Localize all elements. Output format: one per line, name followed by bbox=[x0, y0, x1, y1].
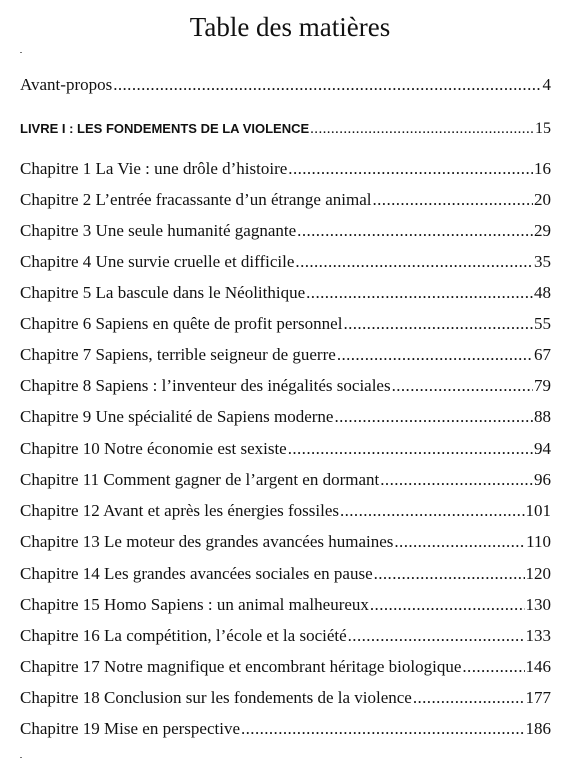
toc-entry-page: 146 bbox=[525, 657, 551, 676]
toc-entry-label: Chapitre 17 Notre magnifique et encombrant héritage biologique bbox=[20, 657, 462, 676]
toc-entry-page: 29 bbox=[534, 221, 551, 240]
toc-entry-page: 94 bbox=[534, 439, 551, 458]
toc-entry-chapitre-12[interactable] bbox=[20, 500, 551, 522]
dot-leader bbox=[241, 718, 525, 740]
dot-leader bbox=[295, 251, 533, 273]
toc-entry-label: Chapitre 18 Conclusion sur les fondements de la violence bbox=[20, 688, 412, 707]
toc-entry-page: 16 bbox=[534, 159, 551, 178]
dot-leader bbox=[306, 282, 533, 304]
dot-leader bbox=[343, 313, 533, 335]
toc-entry-label: Chapitre 10 Notre économie est sexiste bbox=[20, 439, 287, 458]
toc-entry-label: Chapitre 14 Les grandes avancées sociales en pause bbox=[20, 564, 373, 583]
toc-entry-chapitre-1[interactable] bbox=[20, 158, 551, 180]
toc-entry-page: 96 bbox=[534, 470, 551, 489]
toc-entry-label: Chapitre 2 L’entrée fracassante d’un étrange animal bbox=[20, 190, 372, 209]
toc-entry-chapitre-3[interactable] bbox=[20, 220, 551, 242]
dot-leader bbox=[380, 469, 533, 491]
toc-entry-label: Chapitre 11 Comment gagner de l’argent en dormant bbox=[20, 470, 380, 489]
toc-entry-page: 48 bbox=[534, 283, 551, 302]
dot-leader bbox=[348, 625, 525, 647]
toc-entry-chapitre-18[interactable] bbox=[20, 687, 551, 709]
toc-entry-chapitre-15[interactable] bbox=[20, 594, 551, 616]
dot-leader bbox=[288, 158, 533, 180]
dot-leader bbox=[288, 438, 533, 460]
toc-entry-chapitre-10[interactable] bbox=[20, 438, 551, 460]
toc-entry-label: Chapitre 19 Mise en perspective bbox=[20, 719, 240, 738]
dot-leader bbox=[113, 74, 541, 96]
dot-leader bbox=[374, 563, 525, 585]
toc-entry-chapitre-5[interactable] bbox=[20, 282, 551, 304]
toc-entry-chapitre-9[interactable] bbox=[20, 406, 551, 428]
formatting-mark bbox=[20, 52, 22, 53]
toc-entry-label: Chapitre 1 La Vie : une drôle d’histoire bbox=[20, 159, 288, 178]
toc-entry-label: Chapitre 12 Avant et après les énergies fossiles bbox=[20, 501, 339, 520]
toc-entry-chapitre-11[interactable] bbox=[20, 469, 551, 491]
toc-entry-label: Chapitre 5 La bascule dans le Néolithique bbox=[20, 283, 306, 302]
toc-entry-page: 35 bbox=[534, 252, 551, 271]
dot-leader bbox=[370, 594, 525, 616]
dot-leader bbox=[462, 656, 524, 678]
toc-entry-page: 110 bbox=[526, 532, 551, 551]
toc-entry-page: 4 bbox=[542, 75, 551, 94]
toc-entry-page: 120 bbox=[525, 564, 551, 583]
dot-leader bbox=[394, 531, 525, 553]
toc-entry-page: 133 bbox=[525, 626, 551, 645]
dot-leader bbox=[413, 687, 525, 709]
toc-entry-page: 101 bbox=[525, 501, 551, 520]
dot-leader bbox=[392, 375, 533, 397]
toc-entry-chapitre-8[interactable] bbox=[20, 375, 551, 397]
toc-entry-label: Chapitre 6 Sapiens en quête de profit personnel bbox=[20, 314, 343, 333]
toc-entry-label: LIVRE I : LES FONDEMENTS DE LA VIOLENCE bbox=[20, 121, 310, 136]
toc-entry-page: 20 bbox=[534, 190, 551, 209]
toc-entry-label: Chapitre 15 Homo Sapiens : un animal malheureux bbox=[20, 595, 369, 614]
toc-entry-chapitre-19[interactable] bbox=[20, 718, 551, 740]
toc-entry-chapitre-6[interactable] bbox=[20, 313, 551, 335]
dot-leader bbox=[297, 220, 533, 242]
dot-leader bbox=[310, 118, 534, 140]
dot-leader bbox=[334, 406, 533, 428]
toc-entry-chapitre-14[interactable] bbox=[20, 563, 551, 585]
toc-entry-chapitre-7[interactable] bbox=[20, 344, 551, 366]
toc-entry-page: 55 bbox=[534, 314, 551, 333]
toc-entry-page: 67 bbox=[534, 345, 551, 364]
toc-entry-label: Chapitre 3 Une seule humanité gagnante bbox=[20, 221, 297, 240]
toc-entry-chapitre-13[interactable] bbox=[20, 531, 551, 553]
toc-entry-label: Chapitre 9 Une spécialité de Sapiens moderne bbox=[20, 407, 334, 426]
toc-entry-label: Chapitre 7 Sapiens, terrible seigneur de guerre bbox=[20, 345, 336, 364]
toc-entry-page: 130 bbox=[525, 595, 551, 614]
formatting-mark bbox=[20, 757, 22, 758]
toc-entry-label: Avant-propos bbox=[20, 75, 113, 94]
toc-entry-label: Chapitre 16 La compétition, l’école et la société bbox=[20, 626, 347, 645]
toc-entry-chapitre-2[interactable] bbox=[20, 189, 551, 211]
toc-entry-label: Chapitre 13 Le moteur des grandes avancées humaines bbox=[20, 532, 394, 551]
dot-leader bbox=[337, 344, 533, 366]
toc-entry-label: Chapitre 8 Sapiens : l’inventeur des inégalités sociales bbox=[20, 376, 391, 395]
toc-entry-page: 79 bbox=[534, 376, 551, 395]
dot-leader bbox=[340, 500, 525, 522]
toc-entry-livre-1[interactable] bbox=[20, 118, 551, 140]
toc-entry-page: 177 bbox=[525, 688, 551, 707]
toc-entry-chapitre-16[interactable] bbox=[20, 625, 551, 647]
dot-leader bbox=[373, 189, 534, 211]
toc-entry-page: 186 bbox=[525, 719, 551, 738]
toc-entry-chapitre-4[interactable] bbox=[20, 251, 551, 273]
toc-entry-avant-propos[interactable] bbox=[20, 74, 551, 96]
toc-entry-chapitre-17[interactable] bbox=[20, 656, 551, 678]
page-title: Table des matières bbox=[189, 12, 391, 42]
toc-entry-label: Chapitre 4 Une survie cruelle et difficile bbox=[20, 252, 295, 271]
toc-entry-page: 88 bbox=[534, 407, 551, 426]
toc-entry-page: 15 bbox=[535, 120, 551, 137]
